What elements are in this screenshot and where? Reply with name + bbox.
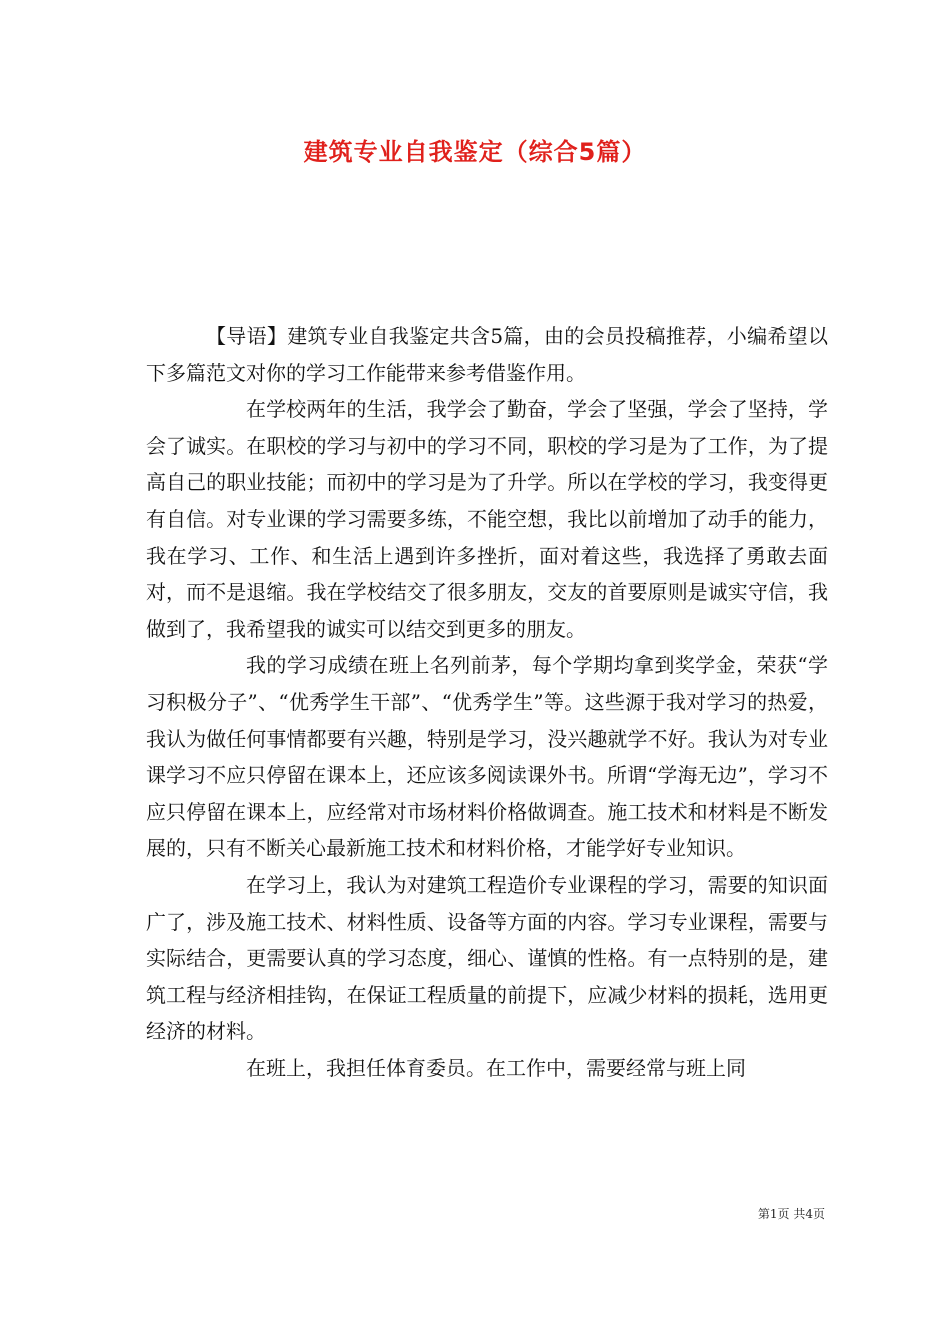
body-paragraph-3: 在学习上，我认为对建筑工程造价专业课程的学习，需要的知识面广了，涉及施工技术、材料性质、设备等方面的内容。学习专业课程，需要与实际结合，更需要认真的学习态度，细心、谨慎的性格。有一点特别的是，建筑工程与经济相挂钩，在保证工程质量的前提下，应减少材料的损耗，选用更经济的材料。 [146, 872, 828, 1044]
body-paragraph-2: 我的学习成绩在班上名列前茅，每个学期均拿到奖学金，荣获“学习积极分子”、“优秀学生干部”、“优秀学生”等。这些源于我对学习的热爱，我认为做任何事情都要有兴趣，特别是学习，没兴趣就学不好。我认为对专业课学习不应只停留在课本上，还应该多阅读课外书。所谓“学海无边”，学习不应只停留在课本上，应经常对市场材料价格做调查。施工技术和材料是不断发展的，只有不断关心最新施工技术和材料价格，才能学好专业知识。 [146, 653, 828, 861]
intro-paragraph: 【导语】建筑专业自我鉴定共含5篇，由的会员投稿推荐，小编希望以下多篇范文对你的学习工作能带来参考借鉴作用。 [146, 324, 828, 385]
body-paragraph-1: 在学校两年的生活，我学会了勤奋，学会了坚强，学会了坚持，学会了诚实。在职校的学习与初中的学习不同，职校的学习是为了工作，为了提高自己的职业技能；而初中的学习是为了升学。所以在学校的学习，我变得更有自信。对专业课的学习需要多练，不能空想，我比以前增加了动手的能力，我在学习、工作、和生活上遇到许多挫折，面对着这些，我选择了勇敢去面对，而不是退缩。我在学校结交了很多朋友，交友的首要原则是诚实守信，我做到了，我希望我的诚实可以结交到更多的朋友。 [146, 397, 828, 641]
document-body [146, 318, 828, 1086]
document-title: 建筑专业自我鉴定（综合5篇） [303, 138, 647, 166]
body-paragraph-4: 在班上，我担任体育委员。在工作中，需要经常与班上同 [246, 1055, 746, 1080]
page-number-footer: 第1页 共4页 [757, 1207, 825, 1221]
